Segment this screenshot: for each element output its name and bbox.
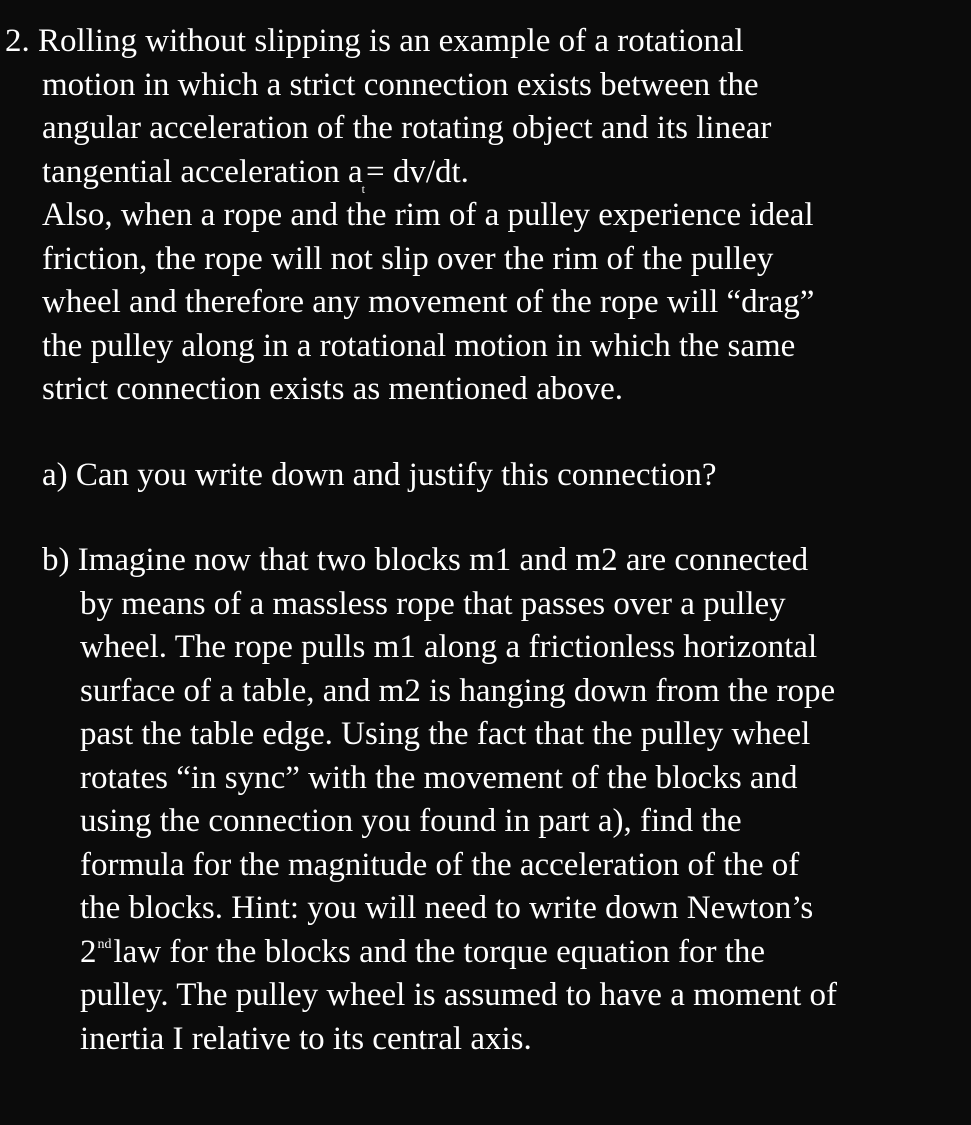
spacer	[0, 497, 971, 539]
accel-suffix: = dv/dt.	[365, 153, 469, 190]
also-line-5: strict connection exists as mentioned above.	[42, 371, 624, 407]
question-first-line	[0, 20, 971, 64]
also-line-1: Also, when a rope and the rim of a pulley experience ideal	[42, 197, 814, 233]
question-intro-line-3: angular acceleration of the rotating object and its linear	[42, 110, 772, 146]
question-intro-line-1: Rolling without slipping is an example of a rotational	[38, 23, 744, 59]
also-line-3: wheel and therefore any movement of the rope will “drag”	[42, 284, 815, 320]
part-b-line-5: past the table edge. Using the fact that the pulley wheel	[80, 716, 811, 752]
part-b-line-6: rotates “in sync” with the movement of the blocks and	[80, 759, 798, 796]
also-line-2: friction, the rope will not slip over the rim of the pulley	[42, 240, 774, 277]
also-line-4: the pulley along in a rotational motion in which the same	[42, 327, 796, 364]
part-b-line-8: formula for the magnitude of the acceleration of the of	[80, 846, 800, 883]
spacer	[0, 412, 971, 454]
part-a-text: a) Can you write down and justify this connection?	[42, 456, 717, 493]
part-b-line-2: by means of a massless rope that passes over a pulley	[80, 585, 786, 622]
newton-superscript: nd	[97, 936, 112, 952]
question-number: 2.	[5, 23, 30, 59]
accel-subscript: t	[361, 181, 365, 196]
part-b-line-1: b) Imagine now that two blocks m1 and m2 are connected	[42, 542, 809, 578]
newton-second-law-line	[0, 931, 971, 975]
part-b-line-4: surface of a table, and m2 is hanging down from the rope	[80, 672, 836, 709]
question-intro-line-2: motion in which a strict connection exists between the	[42, 66, 759, 103]
newton-rest: law for the blocks and the torque equation for the	[113, 933, 766, 970]
part-b-line-9: the blocks. Hint: you will need to write down Newton’s	[80, 890, 814, 926]
accel-prefix: tangential acceleration a	[42, 153, 363, 190]
part-b-line-3: wheel. The rope pulls m1 along a frictionless horizontal	[80, 629, 818, 665]
part-b-line-7: using the connection you found in part a), find the	[80, 803, 742, 839]
part-b-final-line-2: inertia I relative to its central axis.	[80, 1020, 532, 1057]
problem-document	[0, 20, 971, 1061]
tangential-acceleration-line	[0, 151, 971, 195]
newton-number: 2	[80, 933, 97, 970]
part-b-final-line-1: pulley. The pulley wheel is assumed to have a moment of	[80, 977, 837, 1013]
